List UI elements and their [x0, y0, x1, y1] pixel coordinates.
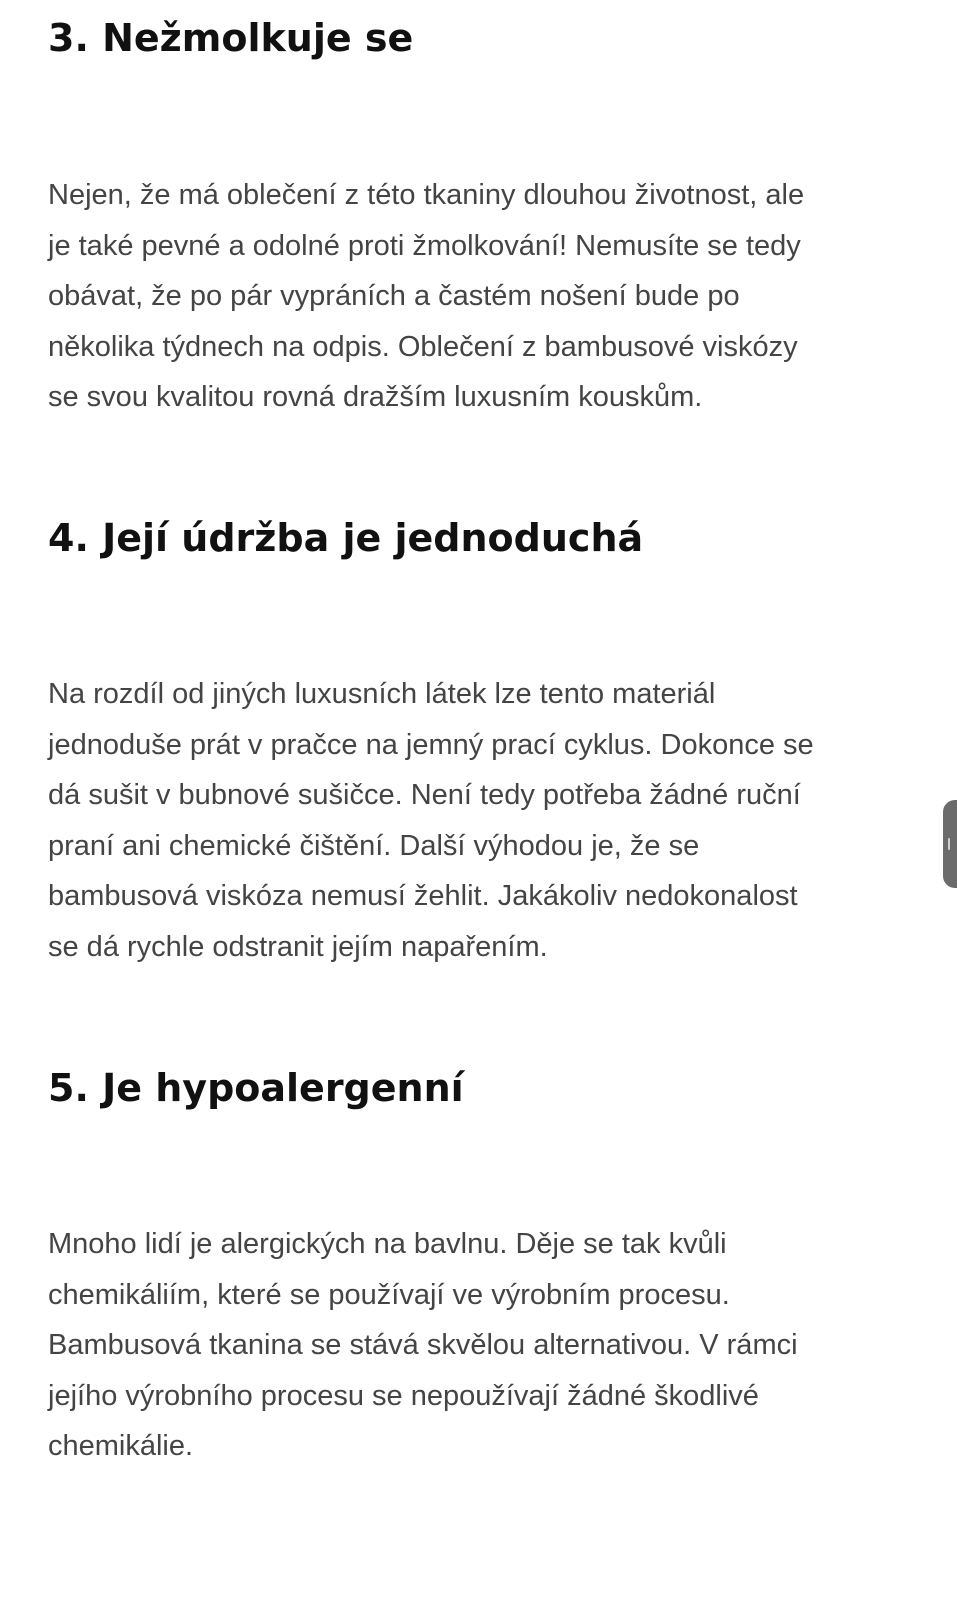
- paragraph-line: Nejen, že má oblečení z této tkaniny dlouhou životnost, ale: [48, 179, 805, 211]
- section-5-paragraph: [48, 1219, 928, 1472]
- section-4-heading: 4. Její údržba je jednoduchá: [48, 516, 644, 560]
- section-3-paragraph: [48, 170, 928, 423]
- paragraph-line: se dá rychle odstranit jejím napařením.: [48, 930, 548, 963]
- paragraph-line: je také pevné a odolné proti žmolkování! Nemusíte se tedy: [48, 229, 801, 262]
- section-5-heading: 5. Je hypoalergenní: [48, 1066, 464, 1110]
- paragraph-line: dá sušit v bubnové sušičce. Není tedy potřeba žádné ruční: [48, 779, 801, 811]
- paragraph-line: chemikálie.: [48, 1430, 194, 1462]
- paragraph-line: jejího výrobního procesu se nepoužívají žádné škodlivé: [48, 1379, 759, 1412]
- paragraph-line: Mnoho lidí je alergických na bavlnu. Děje se tak kvůli: [48, 1228, 727, 1260]
- paragraph-line: praní ani chemické čištění. Další výhodou je, že se: [48, 829, 700, 862]
- paragraph-line: Na rozdíl od jiných luxusních látek lze tento materiál: [48, 678, 716, 710]
- paragraph-line: několika týdnech na odpis. Oblečení z bambusové viskózy: [48, 330, 798, 363]
- paragraph-line: Bambusová tkanina se stává skvělou alternativou. V rámci: [48, 1329, 798, 1361]
- paragraph-line: obávat, že po pár vypráních a častém nošení bude po: [48, 280, 740, 312]
- paragraph-line: se svou kvalitou rovná dražším luxusním kouskům.: [48, 381, 703, 413]
- grip-icon: [948, 838, 950, 850]
- paragraph-line: bambusová viskóza nemusí žehlit. Jakákoliv nedokonalost: [48, 880, 798, 912]
- paragraph-line: jednoduše prát v pračce na jemný prací cyklus. Dokonce se: [48, 728, 814, 761]
- scroll-handle[interactable]: [943, 800, 957, 888]
- paragraph-line: chemikáliím, které se používají ve výrobním procesu.: [48, 1278, 730, 1311]
- section-4-paragraph: [48, 669, 928, 972]
- section-3-heading: 3. Nežmolkuje se: [48, 16, 414, 60]
